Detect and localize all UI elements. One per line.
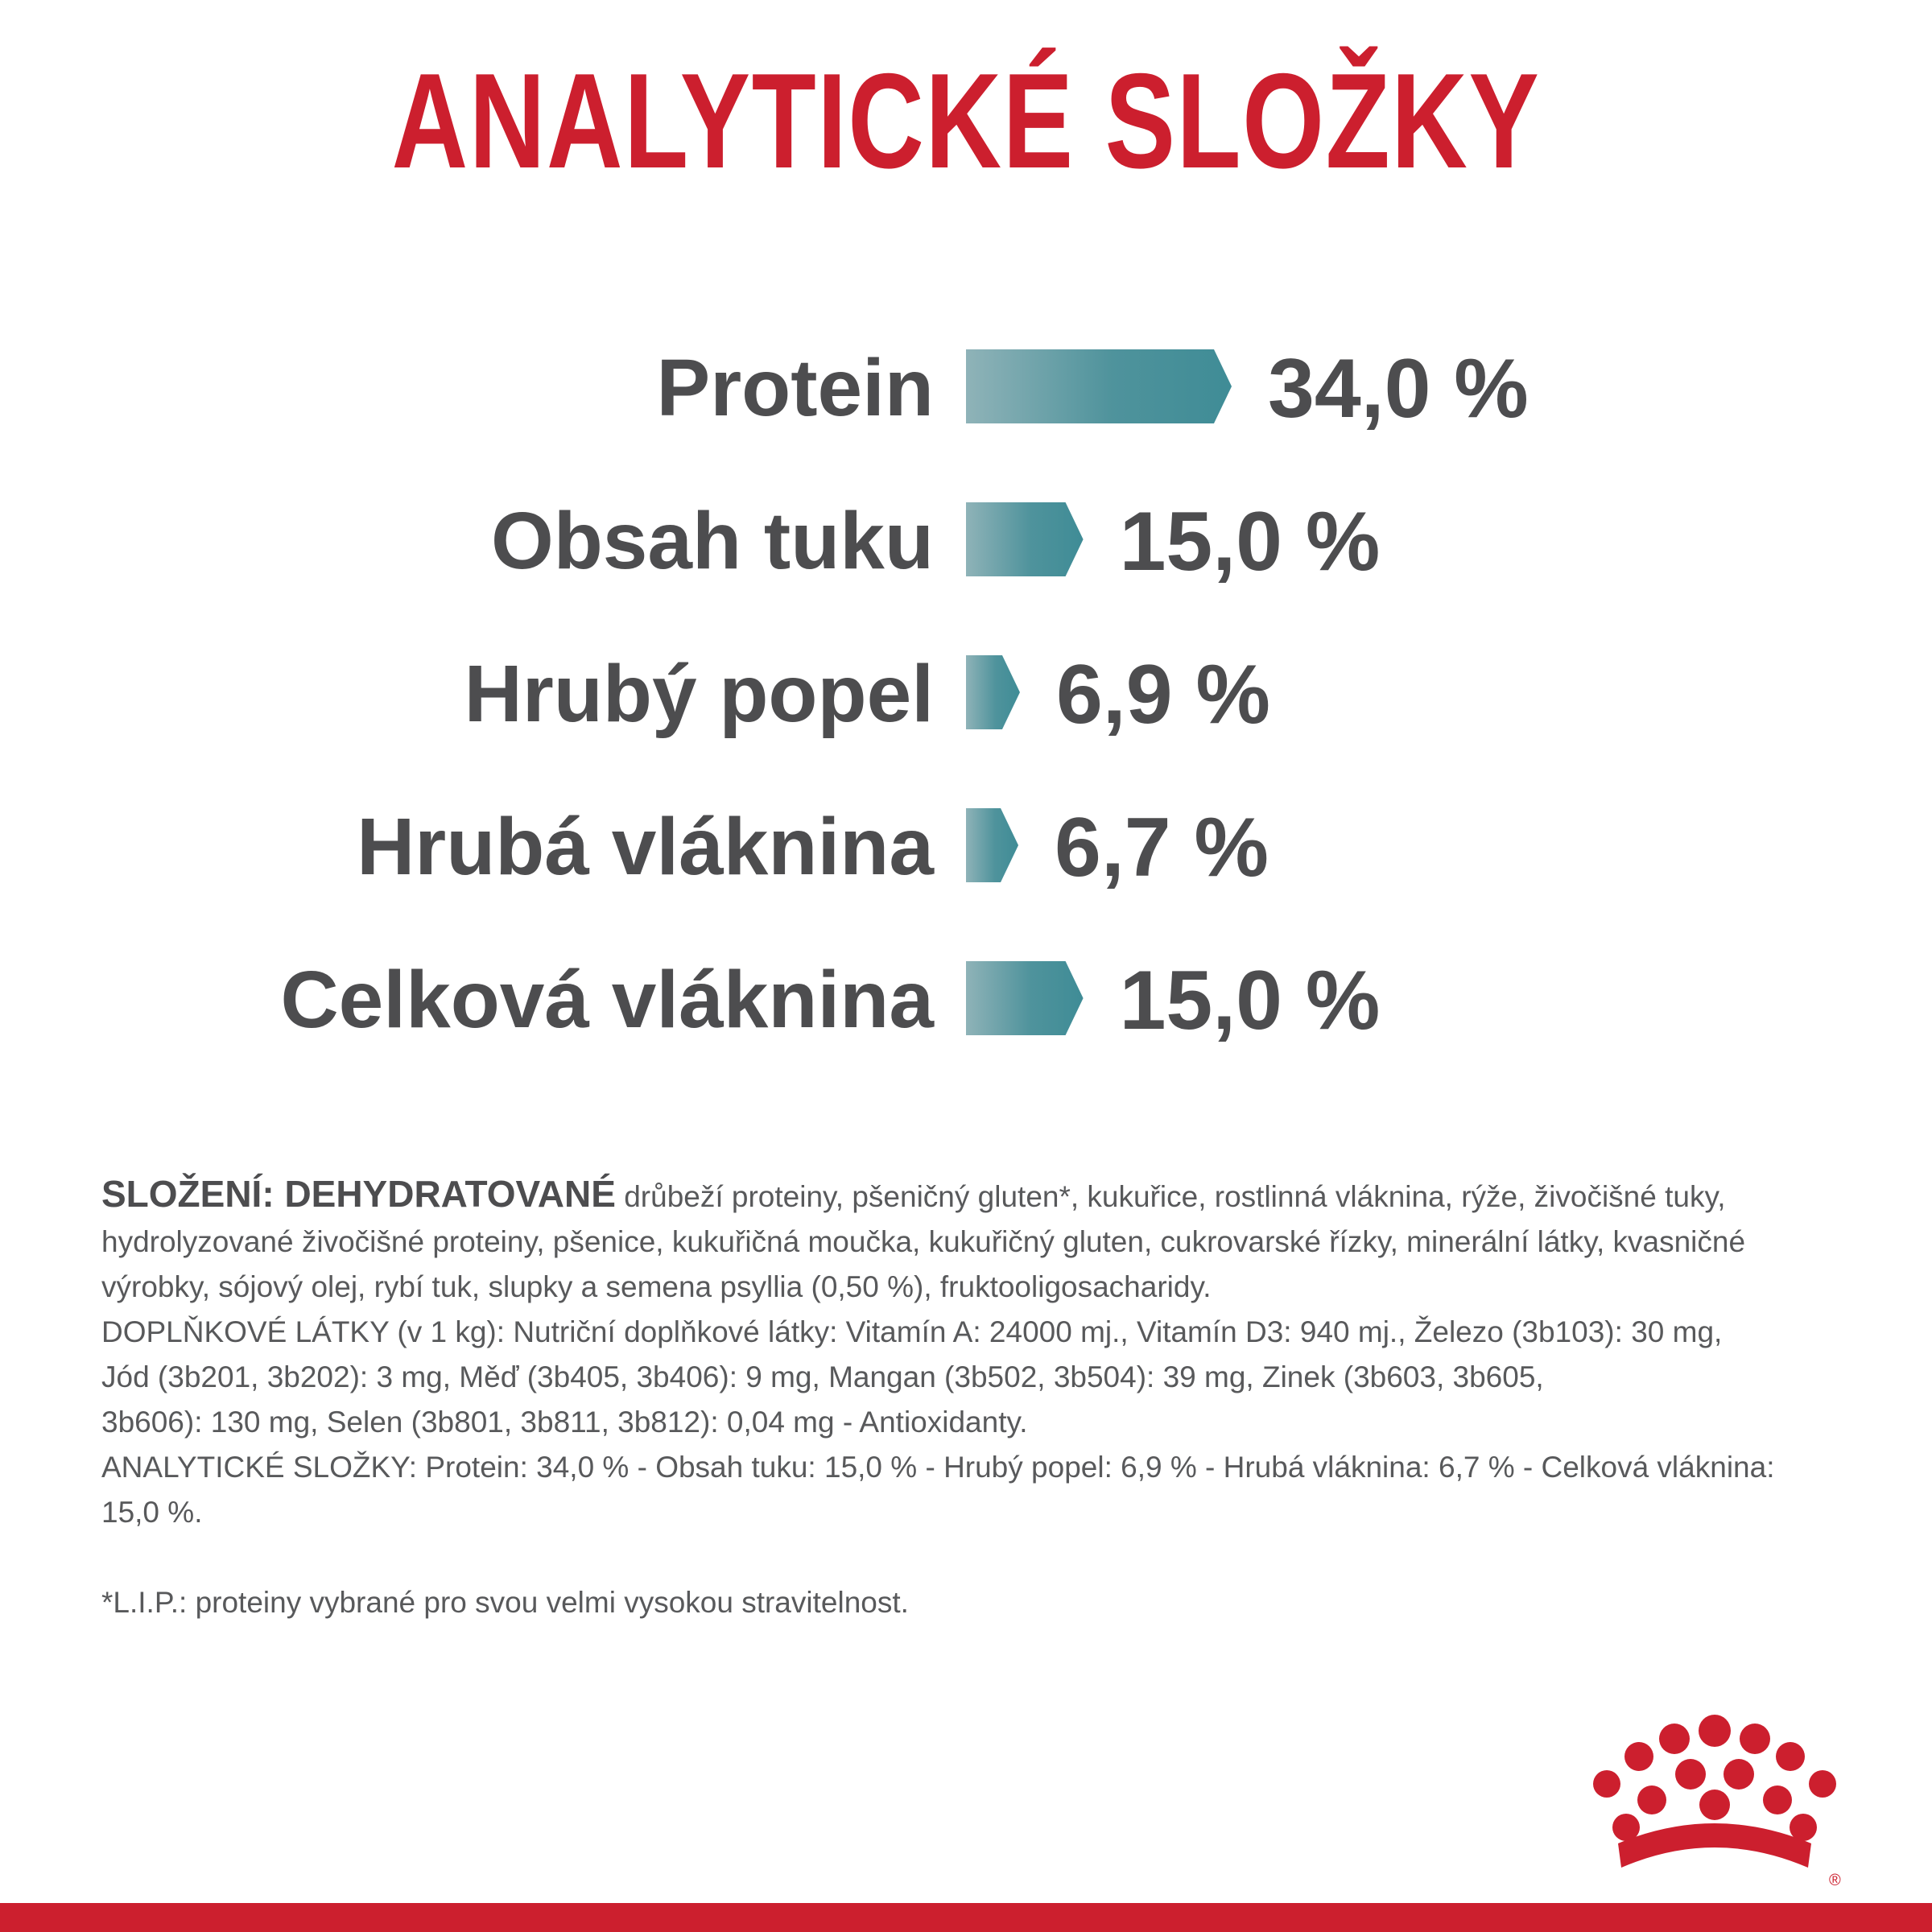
crown-logo-icon [1586, 1707, 1843, 1892]
value-bar [966, 502, 1084, 576]
category-label: Obsah tuku [490, 496, 934, 586]
category-label: Hrubý popel [464, 649, 934, 739]
trademark-symbol: ® [1829, 1872, 1841, 1889]
value-label: 15,0 % [1119, 495, 1381, 588]
category-label: Celková vláknina [280, 955, 934, 1045]
composition-text [101, 1171, 1832, 1625]
composition-heading: SLOŽENÍ: DEHYDRATOVANÉ [101, 1173, 616, 1215]
additives-line-2: Jód (3b201, 3b202): 3 mg, Měď (3b405, 3b406): 9 mg, Mangan (3b502, 3b504): 39 mg, Zinek (3b603, 3b605, [101, 1360, 1544, 1393]
value-label: 6,9 % [1055, 648, 1270, 741]
page-title: ANALYTICKÉ SLOŽKY [391, 45, 1541, 196]
footnote: *L.I.P.: proteiny vybrané pro svou velmi vysokou stravitelnost. [101, 1586, 909, 1619]
value-bar [966, 655, 1020, 729]
nutrient-bar-chart [0, 306, 1932, 1079]
value-label: 34,0 % [1268, 342, 1529, 436]
value-bar [966, 349, 1232, 423]
ingredients-paragraph [101, 1171, 1832, 1310]
additives-line-3: 3b606): 130 mg, Selen (3b801, 3b811, 3b812): 0,04 mg - Antioxidanty. [101, 1406, 1028, 1439]
ingredients-list: drůbeží proteiny, pšeničný gluten*, kukuřice, rostlinná vláknina, rýže, živočišné tuky, hydrolyzované živočišné proteiny, pšenice, kukuřičná moučka, kukuřičný gluten, cukrovarské řízky, minerální látky, kvasničné výrobky, sójový olej, rybí tuk, slupky a semena psyllia (0,50 %), fruktooligosacharidy. [101, 1180, 1746, 1303]
analytical-summary: ANALYTICKÉ SLOŽKY: Protein: 34,0 % - Obsah tuku: 15,0 % - Hrubý popel: 6,9 % - Hrubá vláknina: 6,7 % - Celková vláknina: 15,0 %. [101, 1451, 1775, 1529]
category-label: Protein [656, 343, 934, 433]
value-label: 6,7 % [1055, 801, 1269, 894]
bottom-brand-stripe [0, 1903, 1932, 1932]
value-bar [966, 808, 1018, 882]
value-label: 15,0 % [1119, 954, 1381, 1047]
additives-line-1: DOPLŇKOVÉ LÁTKY (v 1 kg): Nutriční doplňkové látky: Vitamín A: 24000 mj., Vitamín D3: 940 mj., Železo (3b103): 30 mg, [101, 1315, 1723, 1348]
value-bar [966, 961, 1084, 1035]
category-label: Hrubá vláknina [357, 802, 934, 892]
